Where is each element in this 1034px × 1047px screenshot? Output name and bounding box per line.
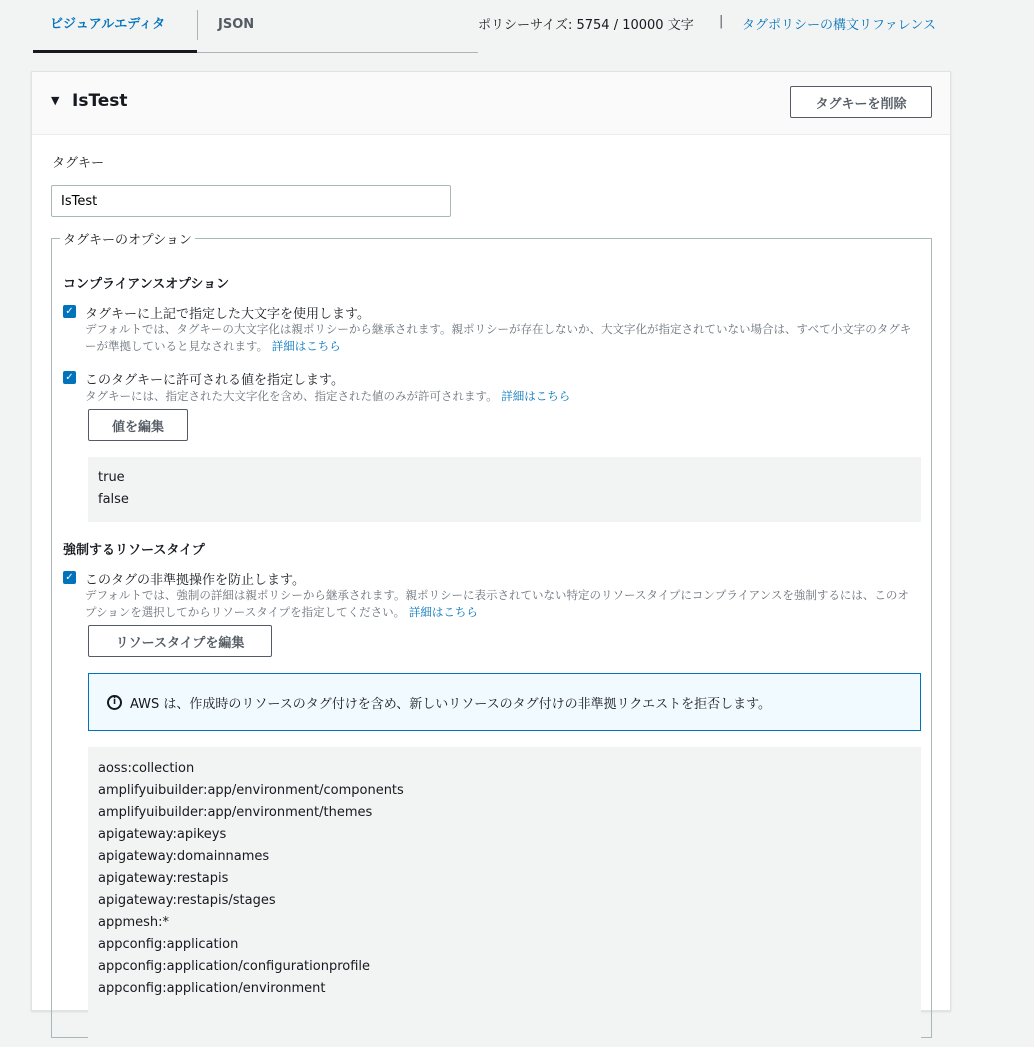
edit-values-button[interactable]: 値を編集 (88, 409, 188, 441)
values-list (88, 457, 921, 522)
resource-type-item: appconfig:application/environment (98, 981, 326, 996)
learn-more-link[interactable]: 詳細はこちら (408, 605, 478, 619)
resource-type-item: appmesh:* (98, 915, 170, 930)
info-alert (88, 673, 921, 731)
resource-type-item: amplifyuibuilder:app/environment/themes (98, 805, 373, 820)
tag-key-panel (31, 71, 951, 1011)
enforce-heading: 強制するリソースタイプ (63, 543, 205, 558)
resource-type-item: appconfig:application/configurationprofile (98, 959, 371, 974)
tab-visual-editor[interactable]: ビジュアルエディタ (50, 17, 166, 32)
tag-key-header[interactable] (32, 72, 950, 135)
tag-key-label: タグキー (52, 156, 105, 171)
resource-types-list (88, 747, 921, 1047)
options-legend: タグキーのオプション (60, 229, 195, 248)
delete-tag-key-button[interactable]: タグキーを削除 (790, 86, 932, 118)
value-item: false (98, 492, 129, 507)
value-item: true (98, 470, 125, 485)
opt2-desc: タグキーには、指定された大文字化を含め、指定された値のみが許可されます。 詳細はこちら (85, 389, 571, 403)
opt1-desc: デフォルトでは、タグキーの大文字化は親ポリシーから継承されます。親ポリシーが存在しないか、大文字化が指定されていない場合は、すべて小文字のタグキーが準拠していると見なされます。 詳細はこちら (85, 322, 912, 353)
syntax-reference-link[interactable]: タグポリシーの構文リファレンス (742, 18, 937, 33)
separator: | (719, 14, 724, 29)
edit-resource-types-button[interactable]: リソースタイプを編集 (88, 625, 272, 657)
compliance-heading: コンプライアンスオプション (63, 277, 230, 292)
resource-type-item: apigateway:apikeys (98, 827, 227, 842)
resource-type-item: amplifyuibuilder:app/environment/components (98, 783, 404, 798)
opt2-label: このタグキーに許可される値を指定します。 (85, 373, 344, 388)
resource-type-item: apigateway:restapis (98, 871, 229, 886)
info-text: AWS は、作成時のリソースのタグ付けを含め、新しいリソースのタグ付けの非準拠リクエストを拒否します。 (130, 696, 772, 712)
opt3-label: このタグの非準拠操作を防止します。 (85, 573, 305, 588)
learn-more-link[interactable]: 詳細はこちら (501, 389, 571, 403)
active-tab-indicator (33, 50, 197, 53)
caret-down-icon[interactable]: ▼ (51, 94, 60, 107)
resource-type-item: appconfig:application (98, 937, 239, 952)
checkbox-allowed-values[interactable]: ✓ (63, 371, 76, 384)
resource-type-item: aoss:collection (98, 761, 195, 776)
resource-type-item: apigateway:restapis/stages (98, 893, 276, 908)
policy-size: ポリシーサイズ: 5754 / 10000 文字 (478, 18, 694, 33)
checkbox-use-capitalization[interactable]: ✓ (63, 305, 76, 318)
tag-key-input[interactable] (51, 185, 451, 217)
tab-json[interactable]: JSON (218, 17, 255, 32)
tab-divider (197, 10, 198, 40)
opt1-label: タグキーに上記で指定した大文字を使用します。 (85, 307, 370, 322)
tag-key-title: IsTest (72, 91, 128, 111)
checkbox-prevent-noncompliant[interactable]: ✓ (63, 571, 76, 584)
opt3-desc: デフォルトでは、強制の詳細は親ポリシーから継承されます。親ポリシーに表示されていない特定のリソースタイプにコンプライアンスを強制するには、このオプションを選択してからリソースタイプを指定してください。 詳細はこちら (85, 588, 909, 619)
learn-more-link[interactable]: 詳細はこちら (271, 339, 341, 353)
info-icon: i (107, 695, 122, 710)
resource-type-item: apigateway:domainnames (98, 849, 270, 864)
